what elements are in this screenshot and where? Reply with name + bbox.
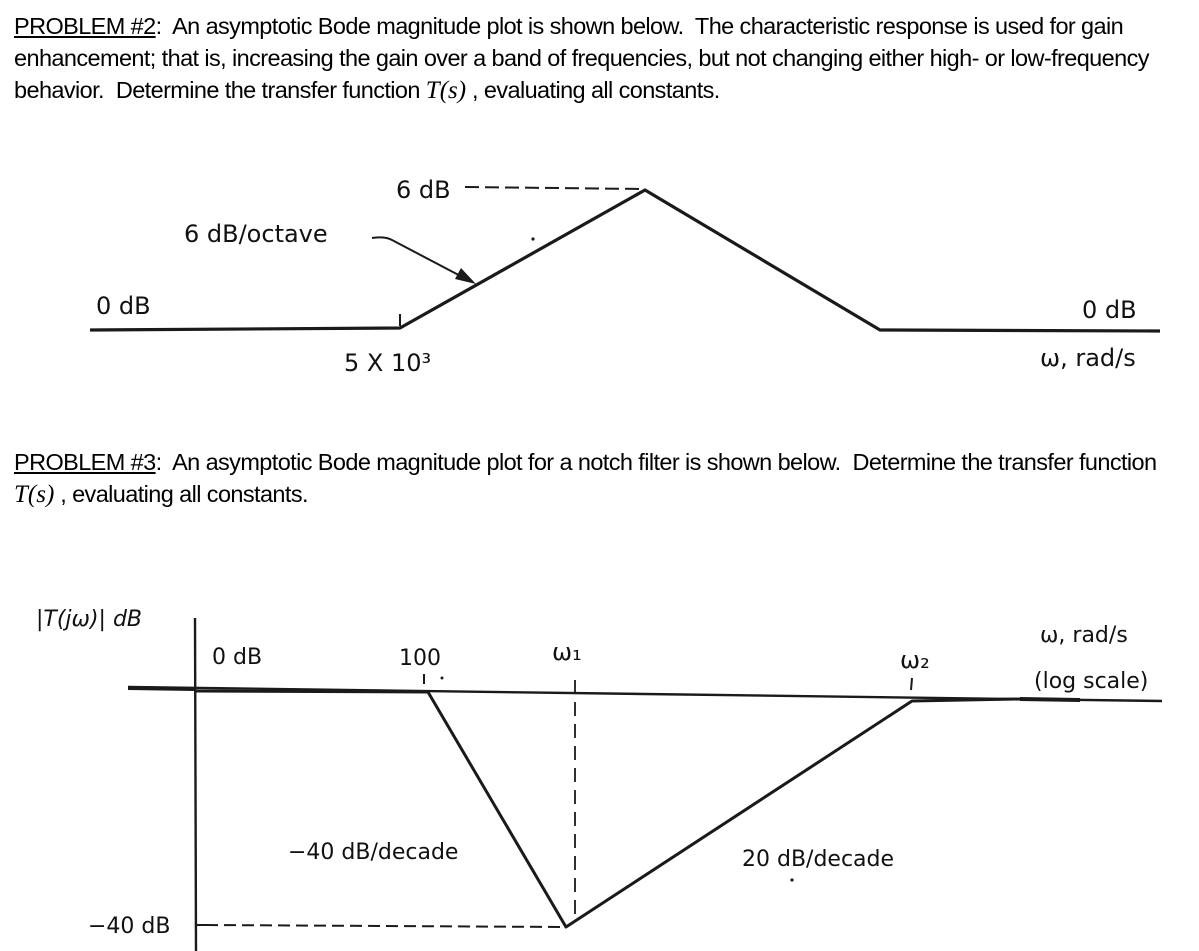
problem-2-heading: PROBLEM #2 — [14, 13, 156, 39]
problem-2-left-0db-label: 0 dB — [96, 292, 151, 320]
problem-3-w2-label: ω₂ — [900, 646, 930, 674]
problem-3-zero-db-label: 0 dB — [212, 645, 263, 670]
problem-3-axis-label: ω, rad/s — [1040, 623, 1128, 648]
problem-3-log-scale-label: (log scale) — [1034, 669, 1149, 694]
problem-3-magnitude-curve — [196, 691, 1020, 927]
problem-2-arrow-head — [455, 268, 476, 284]
problem-3-heading: PROBLEM #3 — [14, 449, 156, 475]
problem-3-min-dashed-line — [206, 925, 566, 927]
problem-2-dot — [531, 237, 534, 240]
problem-3-w1-label: ω₁ — [552, 638, 582, 666]
problem-3-text-end: , evaluating all constants. — [54, 481, 308, 507]
problem-3-statement — [14, 446, 1189, 511]
problem-2-corner-label: 5 X 10³ — [344, 349, 432, 377]
problem-3-colon: : — [155, 449, 162, 475]
problem-2-axis-label: ω, rad/s — [1040, 344, 1136, 372]
problem-3-magnitude-axis — [195, 618, 196, 951]
problem-3-axis-right-thick — [1020, 699, 1080, 700]
problem-3-tick-w2 — [911, 678, 912, 690]
problem-2-transfer-function: T(s) — [425, 77, 467, 104]
problem-3-slope-up-label: 20 dB/decade — [742, 847, 895, 872]
problem-3-text: An asymptotic Bode magnitude plot for a notch filter is shown below. Determine the transfer function — [161, 449, 1163, 475]
problem-3-min-label: −40 dB — [88, 914, 171, 939]
problem-2-colon: : — [155, 13, 162, 39]
problem-2-text: An asymptotic Bode magnitude plot is shown below. The characteristic response is used for gain enhancement; that is, increasing the gain over a band of frequencies, but not changing either high- or low-frequency behavior. Determine the transfer function — [14, 13, 1155, 103]
problem-2-slope-label: 6 dB/octave — [184, 220, 328, 248]
problem-3-100-label: 100 — [399, 646, 441, 671]
problem-3-tick-100-dot — [441, 677, 444, 680]
problem-2-slope-arrow — [372, 237, 470, 281]
problem-3-axis-left-thick — [128, 688, 195, 689]
problem-3-slope-down-label: −40 dB/decade — [288, 840, 459, 865]
problem-2-peak-leader — [465, 187, 642, 189]
problem-3-yaxis-label: |T(jω)| dB — [36, 607, 143, 632]
problem-2-peak-label: 6 dB — [396, 176, 451, 204]
problem-3-dot-slope — [790, 878, 793, 881]
problem-2-text-end: , evaluating all constants. — [466, 77, 720, 103]
problem-3-transfer-function: T(s) — [14, 481, 55, 508]
problem-2-magnitude-curve — [90, 190, 1160, 331]
problem-2-right-0db-label: 0 dB — [1082, 296, 1137, 324]
problem-2-bode-plot — [0, 0, 1199, 400]
problem-3-notch-bode-plot — [0, 560, 1199, 951]
